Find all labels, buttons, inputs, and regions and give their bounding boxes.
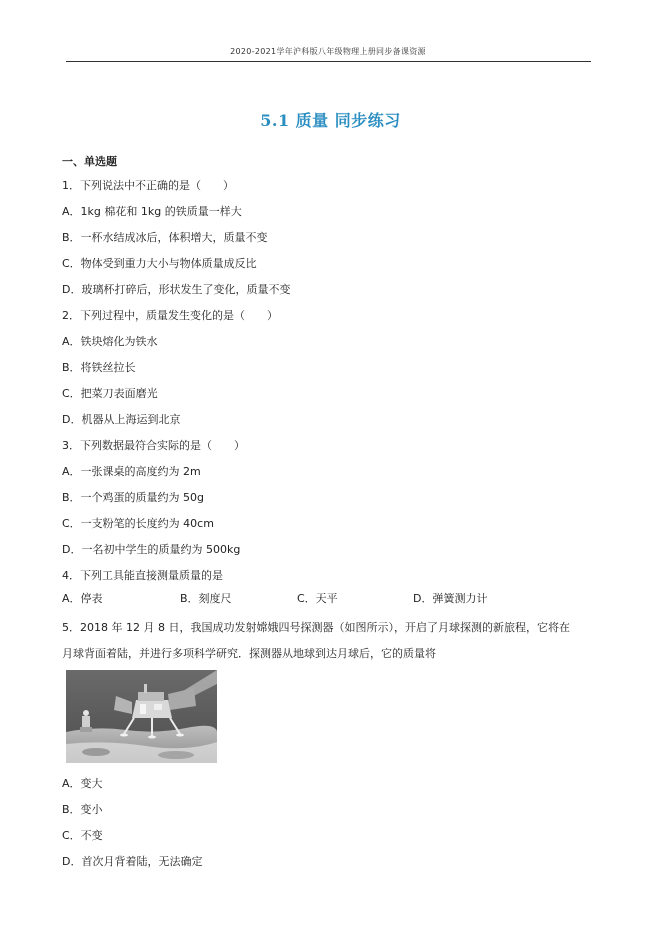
section-heading: 一、单选题 <box>62 155 117 168</box>
question-5-option-b: B．变小 <box>62 803 103 816</box>
question-5-stem-line-1: 5．2018 年 12 月 8 日，我国成功发射嫦娥四号探测器（如图所示），开启了月球探测的新旅程，它将在 <box>62 621 570 634</box>
question-1-option-b: B．一杯水结成冰后，体积增大，质量不变 <box>62 231 268 244</box>
question-5-option-d: D．首次月背着陆，无法确定 <box>62 855 203 868</box>
question-4-option-d: D．弹簧测力计 <box>413 592 488 605</box>
question-3-option-a: A．一张课桌的高度约为 2m <box>62 465 201 478</box>
question-2-option-b: B．将铁丝拉长 <box>62 361 136 374</box>
question-4-option-a: A．停表 <box>62 592 103 605</box>
question-1-stem: 1．下列说法中不正确的是（ ） <box>62 179 234 192</box>
question-2-stem: 2．下列过程中，质量发生变化的是（ ） <box>62 309 278 322</box>
question-4-option-b: B．刻度尺 <box>180 592 232 605</box>
question-5-option-a: A．变大 <box>62 777 103 790</box>
question-2-option-d: D．机器从上海运到北京 <box>62 413 181 426</box>
question-5-option-c: C．不变 <box>62 829 103 842</box>
lunar-lander-photo <box>66 670 217 763</box>
question-4-option-c: C．天平 <box>297 592 338 605</box>
question-3-option-d: D．一名初中学生的质量约为 500kg <box>62 543 241 556</box>
question-3-option-b: B．一个鸡蛋的质量约为 50g <box>62 491 205 504</box>
question-1-option-c: C．物体受到重力大小与物体质量成反比 <box>62 257 257 270</box>
page-header: 2020-2021学年沪科版八年级物理上册同步备课资源 <box>230 47 426 56</box>
question-3-stem: 3．下列数据最符合实际的是（ ） <box>62 439 245 452</box>
question-3-option-c: C．一支粉笔的长度约为 40cm <box>62 517 214 530</box>
question-2-option-c: C．把菜刀表面磨光 <box>62 387 158 400</box>
question-1-option-d: D．玻璃杯打碎后，形状发生了变化，质量不变 <box>62 283 291 296</box>
question-1-option-a: A．1kg 棉花和 1kg 的铁质量一样大 <box>62 205 242 218</box>
question-5-stem-line-2: 月球背面着陆，并进行多项科学研究．探测器从地球到达月球后，它的质量将 <box>62 647 436 660</box>
question-4-stem: 4．下列工具能直接测量质量的是 <box>62 569 223 582</box>
question-2-option-a: A．铁块熔化为铁水 <box>62 335 158 348</box>
page-title: 5.1 质量 同步练习 <box>260 111 401 130</box>
header-divider <box>66 61 591 62</box>
